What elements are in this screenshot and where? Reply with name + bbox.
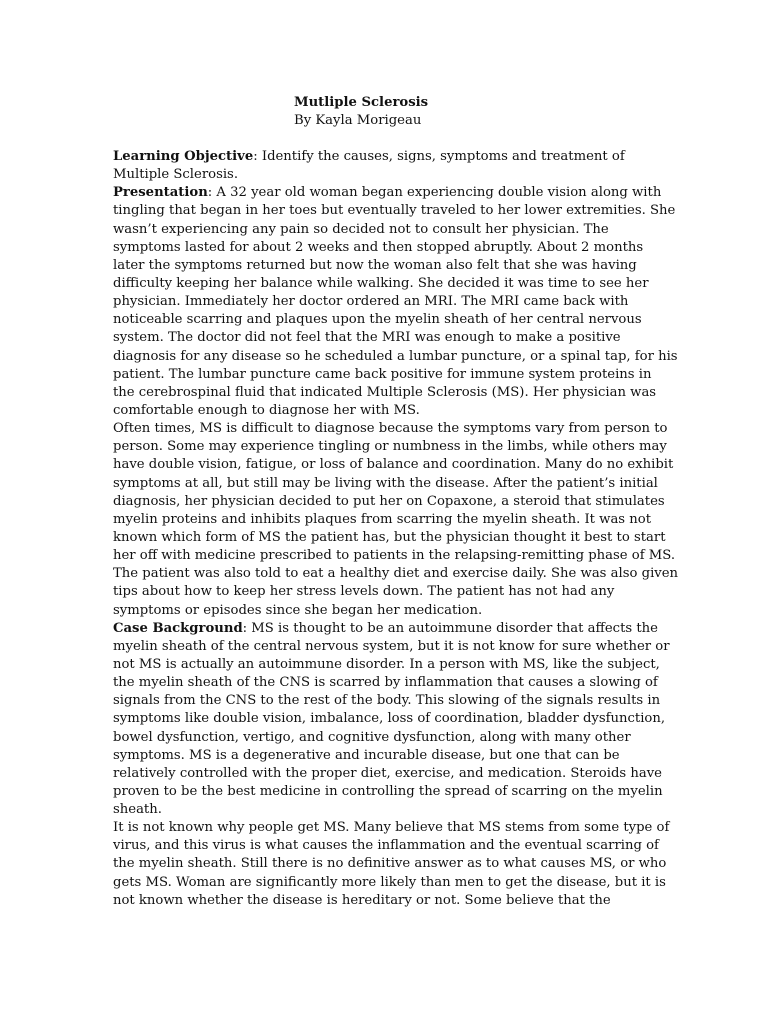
text-run: system. The doctor did not feel that the MRI was enough to make a positive xyxy=(113,330,621,346)
text-run: proven to be the best medicine in controlling the spread of scarring on the myelin xyxy=(113,783,663,799)
text-run: person. Some may experience tingling or numbness in the limbs, while others may xyxy=(113,439,667,455)
text-line xyxy=(113,583,658,601)
text-line xyxy=(113,348,678,366)
text-line xyxy=(113,692,661,710)
text-run: signals from the CNS to the rest of the body. This slowing of the signals results in xyxy=(113,693,661,709)
text-run: symptoms or episodes since she began her medication. xyxy=(113,602,483,618)
text-run: the myelin sheath of the CNS is scarred by inflammation that causes a slowing of xyxy=(113,675,658,691)
text-line xyxy=(113,438,667,456)
text-line xyxy=(113,148,658,166)
text-line xyxy=(113,456,674,474)
text-run: Multiple Sclerosis. xyxy=(113,167,239,183)
text-line xyxy=(113,656,658,674)
text-run: symptoms like double vision, imbalance, loss of coordination, bladder dysfunction, xyxy=(113,711,666,727)
text-run: difficulty keeping her balance while walking. She decided it was time to see her xyxy=(113,275,649,291)
text-line xyxy=(113,384,658,402)
text-line xyxy=(113,602,658,620)
text-run: : Identify the causes, signs, symptoms and treatment of xyxy=(253,149,625,164)
text-run: sheath. xyxy=(113,802,162,818)
text-run: diagnosis for any disease so he scheduled a lumbar puncture, or a spinal tap, for his xyxy=(113,348,678,364)
text-run: myelin sheath of the central nervous system, but it is not know for sure whether or xyxy=(113,638,670,654)
text-run: bowel dysfunction, vertigo, and cognitive dysfunction, along with many other xyxy=(113,729,631,745)
text-line xyxy=(113,892,658,910)
text-line xyxy=(113,221,658,239)
text-run: comfortable enough to diagnose her with MS. xyxy=(113,402,420,418)
text-run: The patient was also told to eat a healthy diet and exercise daily. She was also given xyxy=(113,566,679,582)
text-line xyxy=(113,620,658,638)
document-title: Mutliple Sclerosis xyxy=(294,95,429,110)
text-run: gets MS. Woman are significantly more likely than men to get the disease, but it is xyxy=(113,874,666,890)
text-run: physician. Immediately her doctor ordered an MRI. The MRI came back with xyxy=(113,294,629,310)
text-run: known which form of MS the patient has, but the physician thought it best to start xyxy=(113,529,666,545)
text-line xyxy=(113,329,658,347)
text-run: relatively controlled with the proper diet, exercise, and medication. Steroids have xyxy=(113,765,662,781)
text-line xyxy=(113,366,658,384)
text-run: tips about how to keep her stress levels down. The patient has not had any xyxy=(113,584,615,600)
text-run: not known whether the disease is hereditary or not. Some believe that the xyxy=(113,892,611,908)
text-run: the myelin sheath. Still there is no definitive answer as to what causes MS, or who xyxy=(113,856,667,872)
text-line xyxy=(113,166,658,184)
text-line xyxy=(113,674,658,692)
text-line xyxy=(113,275,658,293)
text-line xyxy=(113,311,658,329)
text-line xyxy=(113,184,662,202)
text-run: : MS is thought to be an autoimmune disorder that affects the xyxy=(242,620,658,636)
text-line xyxy=(113,565,679,583)
text-run: Often times, MS is difficult to diagnose because the symptoms vary from person to xyxy=(113,421,668,437)
text-run: have double vision, fatigue, or loss of balance and coordination. Many do no exhibit xyxy=(113,457,674,473)
text-line xyxy=(113,783,663,801)
text-run: virus, and this virus is what causes the inflammation and the eventual scarring of xyxy=(113,838,659,854)
text-run: It is not known why people get MS. Many believe that MS stems from some type of xyxy=(113,820,670,836)
section-heading: Learning Objective xyxy=(113,149,254,164)
text-line xyxy=(113,493,665,511)
text-line xyxy=(113,747,658,765)
text-line xyxy=(113,710,666,728)
document-body xyxy=(113,148,679,910)
text-run: her off with medicine prescribed to patients in the relapsing-remitting phase of MS. xyxy=(113,548,676,564)
text-run: diagnosis, her physician decided to put her on Copaxone, a steroid that stimulates xyxy=(113,493,665,509)
section-heading: Case Background xyxy=(113,620,243,636)
text-run: symptoms at all, but still may be living with the disease. After the patient’s initial xyxy=(113,475,658,491)
text-line xyxy=(113,202,676,220)
text-line xyxy=(113,511,658,529)
title-block xyxy=(294,94,428,130)
text-line xyxy=(113,529,666,547)
text-run: : A 32 year old woman began experiencing double vision along with xyxy=(207,185,662,201)
text-run: myelin proteins and inhibits plaques from scarring the myelin sheath. It was not xyxy=(113,511,651,527)
text-line xyxy=(113,547,676,565)
text-line xyxy=(113,837,658,855)
text-line xyxy=(113,765,662,783)
text-line xyxy=(113,819,670,837)
text-line xyxy=(113,420,668,438)
text-line xyxy=(113,638,670,656)
text-run: noticeable scarring and plaques upon the myelin sheath of her central nervous xyxy=(113,312,642,328)
document-author: By Kayla Morigeau xyxy=(294,113,422,128)
text-run: patient. The lumbar puncture came back positive for immune system proteins in xyxy=(113,366,652,382)
text-line xyxy=(113,475,658,493)
text-line xyxy=(113,239,658,257)
text-run: tingling that began in her toes but eventually traveled to her lower extremities. She xyxy=(113,203,676,219)
text-line xyxy=(113,402,658,420)
text-line xyxy=(113,855,667,873)
text-line xyxy=(113,293,658,311)
text-line xyxy=(113,874,666,892)
text-run: wasn’t experiencing any pain so decided not to consult her physician. The xyxy=(113,221,609,237)
text-line xyxy=(113,729,658,747)
text-run: not MS is actually an autoimmune disorder. In a person with MS, like the subject, xyxy=(113,656,660,672)
text-run: the cerebrospinal fluid that indicated Multiple Sclerosis (MS). Her physician was xyxy=(113,384,657,400)
text-line xyxy=(113,257,658,275)
text-run: symptoms. MS is a degenerative and incurable disease, but one that can be xyxy=(113,747,620,763)
text-run: symptoms lasted for about 2 weeks and then stopped abruptly. About 2 months xyxy=(113,239,644,255)
text-run: later the symptoms returned but now the woman also felt that she was having xyxy=(113,257,637,273)
text-line xyxy=(113,801,658,819)
section-heading: Presentation xyxy=(113,185,208,201)
